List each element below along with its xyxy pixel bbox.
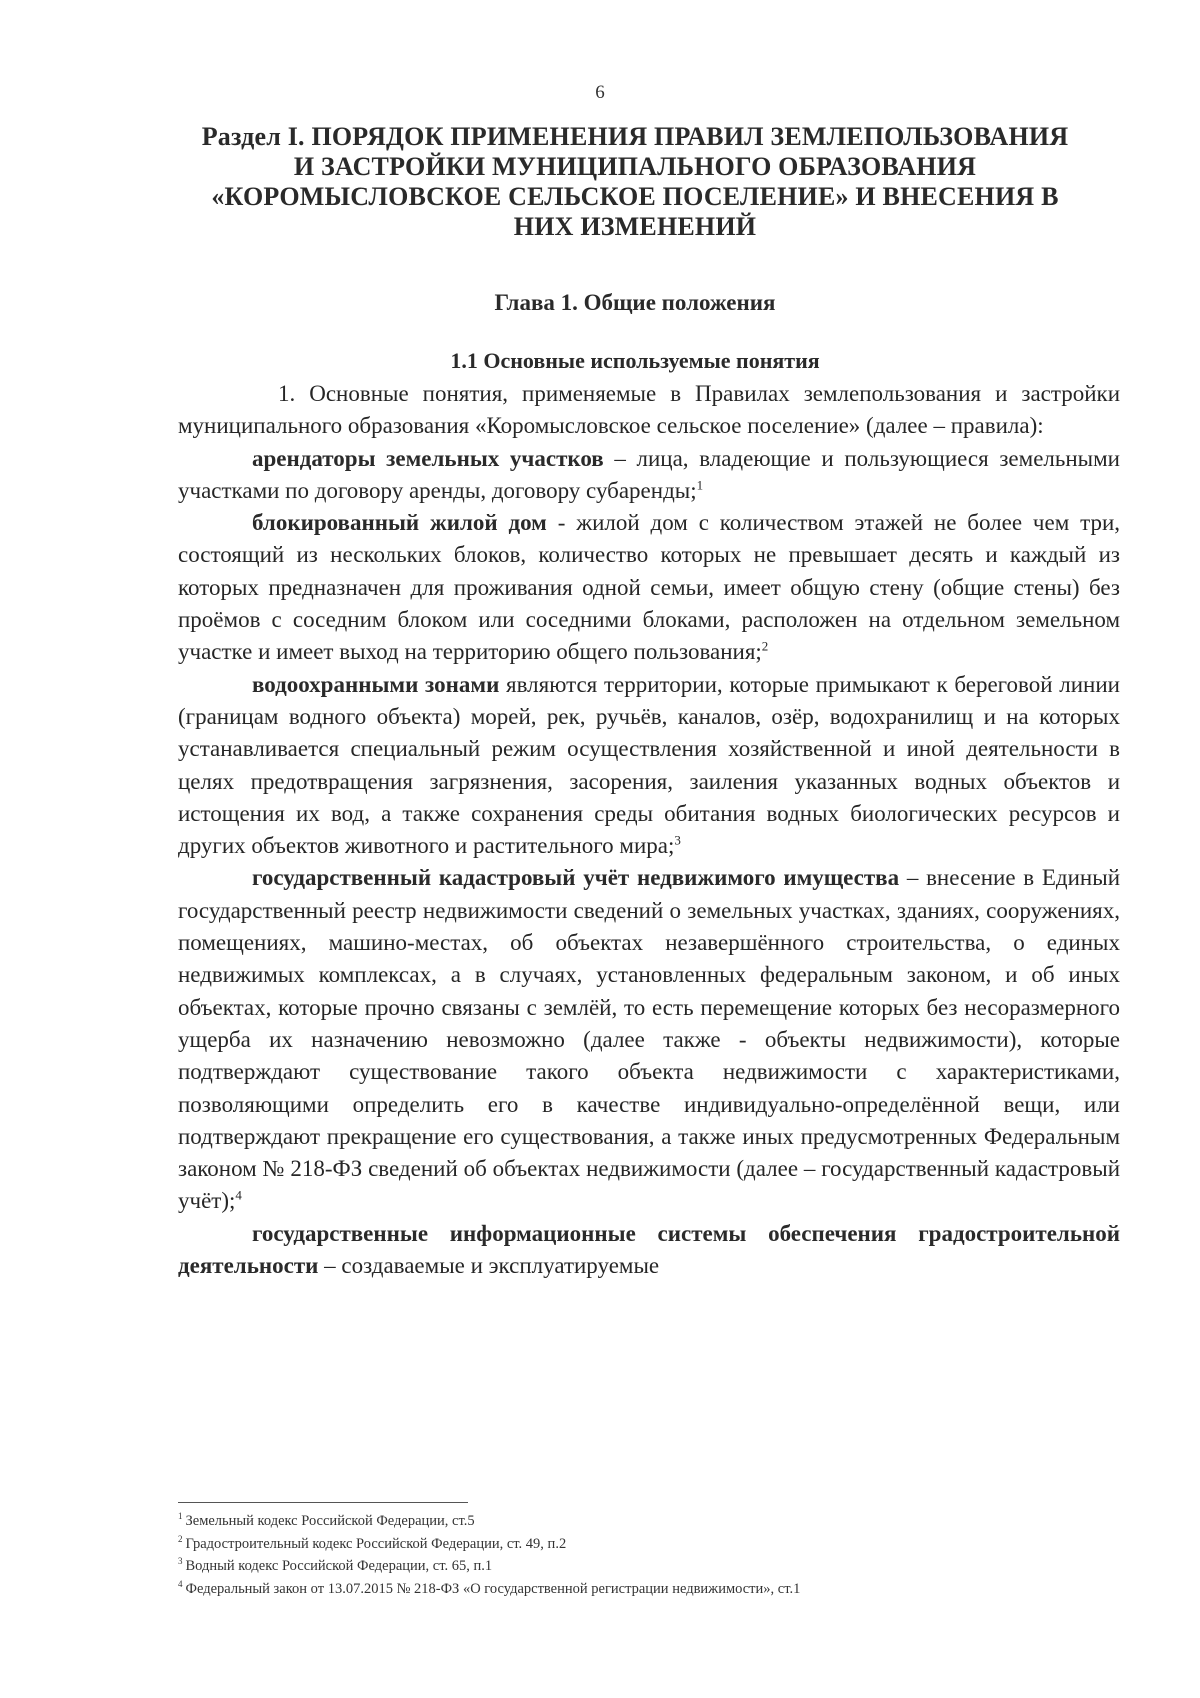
section-title-line: И ЗАСТРОЙКИ МУНИЦИПАЛЬНОГО ОБРАЗОВАНИЯ: [293, 152, 977, 181]
definition-paragraph: [178, 862, 1120, 1217]
definition-paragraph: [178, 669, 1120, 863]
page-number: 6: [595, 82, 605, 103]
definition-text: – лица, владеющие и пользующиеся земельными участками по договору аренды, договору субаренды;: [178, 445, 1120, 503]
definition-text: – внесение в Единый государственный реестр недвижимости сведений о земельных участках, зданиях, сооружениях, помещениях, машино-местах, об объектах незавершённого строительства, о единых недвижимых комплексах, а в случаях, установленных федеральным законом, и об иных объектах, которые прочно связаны с землёй, то есть перемещение которых без несоразмерного ущерба их назначению невозможно (далее также - объекты недвижимости), которые подтверждают существование такого объекта недвижимости с характеристиками, позволяющими определить его в качестве индивидуально-определённой вещи, или подтверждают прекращение его существования, а также иных предусмотренных Федеральным законом № 218-ФЗ сведений об объектах недвижимости (далее – государственный кадастровый учёт);: [178, 865, 1121, 1214]
footnote-text: Земельный кодекс Российской Федерации, ст.5: [185, 1513, 475, 1529]
footnote-reference[interactable]: 3: [674, 832, 681, 848]
definition-term: арендаторы земельных участков: [252, 445, 604, 471]
footnote-mark: 4: [178, 1578, 183, 1589]
footnote-mark: 2: [178, 1533, 183, 1544]
footnote-text: Федеральный закон от 13.07.2015 № 218-ФЗ «О государственной регистрации недвижимости», ст.1: [185, 1580, 801, 1597]
footnote-reference[interactable]: 1: [696, 477, 704, 493]
section-title-line: НИХ ИЗМЕНЕНИЙ: [513, 212, 757, 241]
footnote: [178, 1578, 1120, 1601]
footnote-mark: 1: [178, 1511, 183, 1522]
footnote-text: Водный кодекс Российской Федерации, ст. 65, п.1: [185, 1558, 493, 1574]
footnote-reference[interactable]: 4: [235, 1187, 242, 1203]
footnote-text: Градостроительный кодекс Российской Федерации, ст. 49, п.2: [185, 1535, 567, 1552]
definition-term: государственные информационные системы обеспечения градостроительной деятельности: [178, 1220, 1120, 1279]
definition-paragraph: [178, 1218, 1120, 1283]
footnote: [178, 1555, 1120, 1578]
definition-paragraph: [178, 443, 1120, 508]
section-title-line: Раздел I. ПОРЯДОК ПРИМЕНЕНИЯ ПРАВИЛ ЗЕМЛЕПОЛЬЗОВАНИЯ: [201, 122, 1069, 151]
definition-term: государственный кадастровый учёт недвижимого имущества: [252, 865, 900, 891]
subsection-title: 1.1 Основные используемые понятия: [450, 348, 820, 373]
footnote-divider: [178, 1502, 468, 1503]
body-text: [178, 378, 1120, 1282]
section-title: [150, 122, 1120, 242]
definition-text: - жилой дом с количеством этажей не более чем три, состоящий из нескольких блоков, количество которых не превышает десять и каждый из которых предназначен для проживания одной семьи, имеет общую стену (общие стены) без проёмов с соседним блоком или соседними блоками, расположен на отдельном земельном участке и имеет выход на территорию общего пользования;: [178, 510, 1120, 665]
intro-paragraph: 1. Основные понятия, применяемые в Правилах землепользования и застройки муниципального образования «Коромысловское сельское поселение» (далее – правила):: [178, 381, 1120, 439]
definition-paragraph: [178, 507, 1120, 668]
footnote-mark: 3: [178, 1556, 183, 1567]
definition-term: блокированный жилой дом: [252, 510, 547, 536]
definition-text: являются территории, которые примыкают к береговой линии (границам водного объекта) морей, рек, ручьёв, каналов, озёр, водохранилищ и на которых устанавливается специальный режим осуществления хозяйственной и иной деятельности в целях предотвращения загрязнения, засорения, заиления указанных водных объектов и истощения их вод, а также сохранения среды обитания водных биологических ресурсов и других объектов животного и растительного мира;: [178, 671, 1120, 859]
footnote: [178, 1510, 1120, 1533]
footnotes: [178, 1510, 1120, 1600]
section-title-line: «КОРОМЫСЛОВСКОЕ СЕЛЬСКОЕ ПОСЕЛЕНИЕ» И ВНЕСЕНИЯ В: [211, 182, 1059, 211]
definition-text: – создаваемые и эксплуатируемые: [318, 1253, 660, 1279]
chapter-title: Глава 1. Общие положения: [494, 290, 776, 315]
definition-term: водоохранными зонами: [252, 671, 500, 697]
footnote: [178, 1533, 1120, 1556]
footnote-reference[interactable]: 2: [761, 638, 769, 654]
